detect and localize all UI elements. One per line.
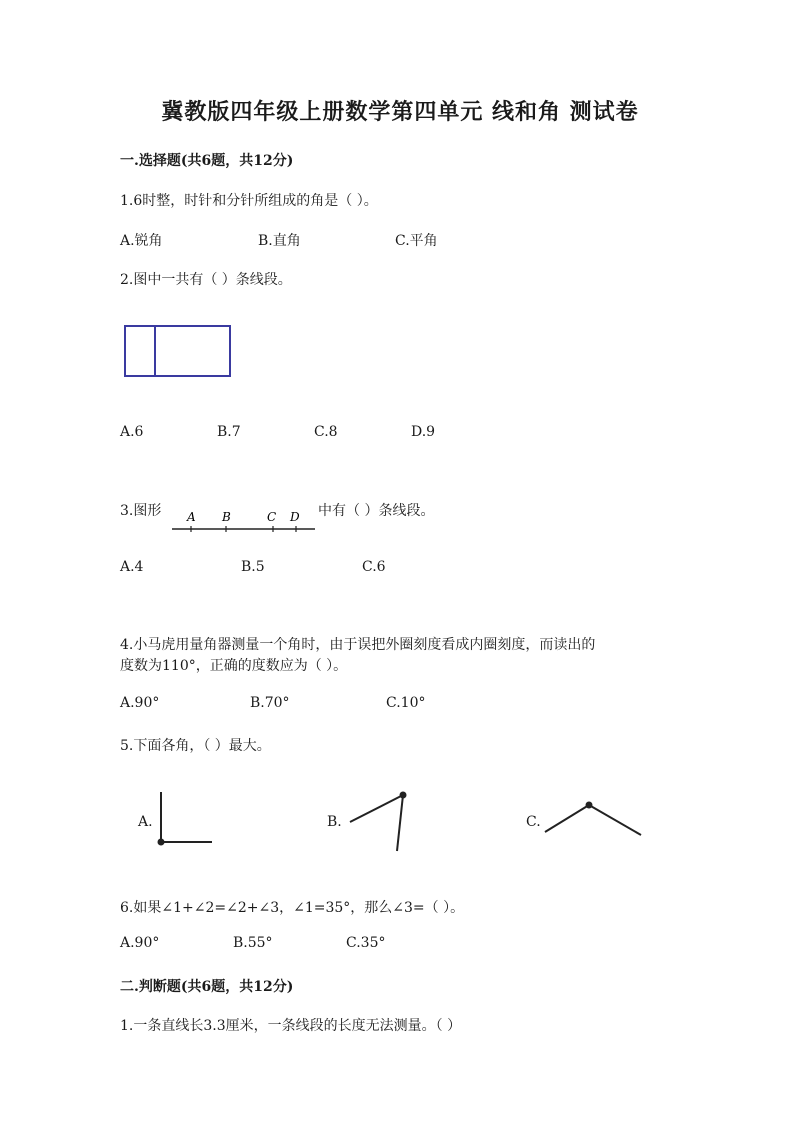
angle-c-ray-left <box>545 805 589 832</box>
angle-a-vertex <box>158 839 165 846</box>
question-6-text: 6.如果∠1+∠2=∠2+∠3，∠1=35°，那么∠3=（ ）。 <box>120 900 465 916</box>
point-label-c: C <box>267 510 277 524</box>
q4-option-a[interactable]: A.90° <box>120 695 160 711</box>
question-5-text: 5.下面各角，（ ）最大。 <box>120 738 271 754</box>
point-label-b: B <box>222 510 231 524</box>
angle-c-ray-right <box>589 805 641 835</box>
angle-label-a: A. <box>138 814 153 830</box>
section-heading-choice: 一.选择题(共6题，共12分) <box>120 153 294 169</box>
q1-option-b[interactable]: B.直角 <box>258 233 301 249</box>
question-3-suffix: 中有（ ）条线段。 <box>318 503 435 519</box>
q3-option-b[interactable]: B.5 <box>241 559 265 575</box>
question-4-line-1: 4.小马虎用量角器测量一个角时，由于误把外圈刻度看成内圈刻度，而读出的 <box>120 637 596 653</box>
angle-b-acute-angle <box>345 788 415 858</box>
q2-option-b[interactable]: B.7 <box>217 424 241 440</box>
judgement-1-text: 1.一条直线长3.3厘米，一条线段的长度无法测量。（ ） <box>120 1018 462 1034</box>
q3-option-c[interactable]: C.6 <box>362 559 386 575</box>
angle-b-ray-left <box>350 795 403 822</box>
q4-option-b[interactable]: B.70° <box>250 695 290 711</box>
angle-label-c: C. <box>526 814 541 830</box>
question-2-text: 2.图中一共有（ ）条线段。 <box>120 272 292 288</box>
q4-option-c[interactable]: C.10° <box>386 695 426 711</box>
q2-option-d[interactable]: D.9 <box>411 424 436 440</box>
line-segment-figure <box>170 505 318 535</box>
rectangle-figure <box>124 325 232 378</box>
q6-option-c[interactable]: C.35° <box>346 935 386 951</box>
angle-label-b: B. <box>327 814 342 830</box>
point-label-d: D <box>290 510 300 524</box>
q6-option-b[interactable]: B.55° <box>233 935 273 951</box>
angle-b-ray-down <box>397 795 403 851</box>
section-heading-judgement: 二.判断题(共6题，共12分) <box>120 979 294 995</box>
q1-option-c[interactable]: C.平角 <box>395 233 438 249</box>
angle-b-vertex <box>400 792 407 799</box>
outer-rectangle <box>125 326 230 376</box>
angle-a-right-angle <box>150 790 220 850</box>
q2-option-c[interactable]: C.8 <box>314 424 338 440</box>
question-3-prefix: 3.图形 <box>120 503 162 519</box>
q3-option-a[interactable]: A.4 <box>120 559 144 575</box>
question-4-line-2: 度数为110°，正确的度数应为（ ）。 <box>120 658 348 674</box>
point-label-a: A <box>187 510 196 524</box>
q2-option-a[interactable]: A.6 <box>120 424 144 440</box>
angle-c-vertex <box>586 802 593 809</box>
angle-c-obtuse-angle <box>540 795 650 840</box>
page-title: 冀教版四年级上册数学第四单元 线和角 测试卷 <box>161 99 639 125</box>
question-1-text: 1.6时整，时针和分针所组成的角是（ ）。 <box>120 193 378 209</box>
q1-option-a[interactable]: A.锐角 <box>120 233 163 249</box>
q6-option-a[interactable]: A.90° <box>120 935 160 951</box>
